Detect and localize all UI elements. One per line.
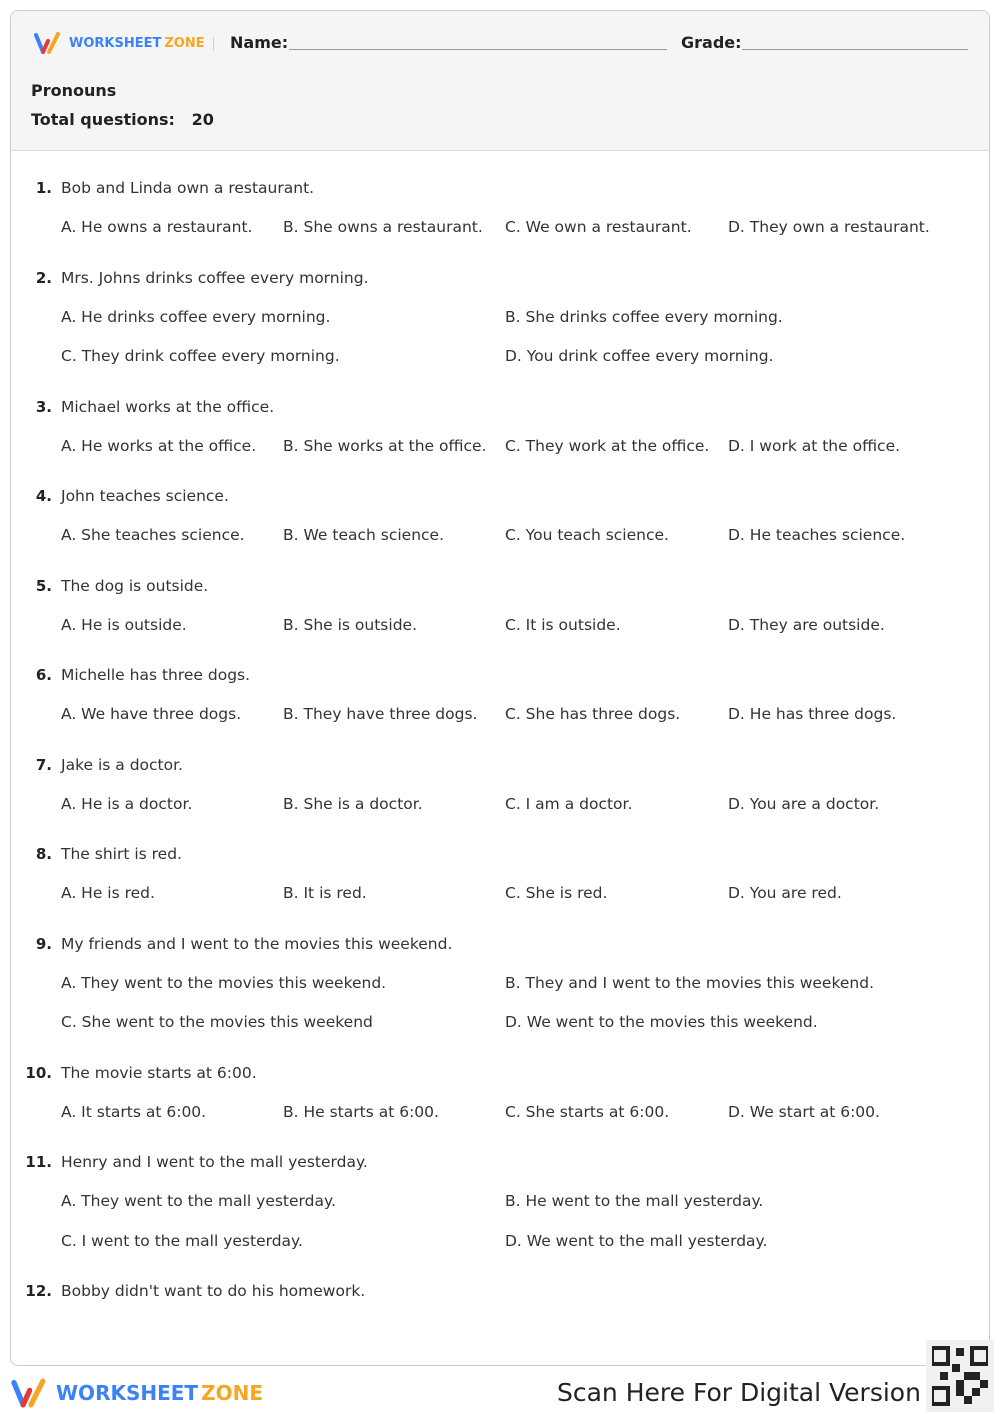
answer-option[interactable]: D. You drink coffee every morning.: [505, 347, 774, 365]
answer-option[interactable]: D. They are outside.: [728, 615, 885, 634]
footer-brand-zone: ZONE: [201, 1381, 263, 1405]
answer-option[interactable]: B. We teach science.: [283, 526, 445, 544]
answer-option[interactable]: A. We have three dogs.: [61, 705, 242, 723]
total-value: 20: [191, 110, 214, 129]
worksheet: [10, 10, 990, 1366]
scan-text: Scan Here For Digital Version: [557, 1378, 921, 1407]
question-number: 12.: [25, 1282, 52, 1300]
brand-zone: ZONE: [164, 35, 205, 51]
question-line: [11, 924, 989, 964]
question-text: John teaches science.: [61, 487, 229, 505]
question-number: 1.: [35, 179, 52, 197]
answer-option[interactable]: A. He is a doctor.: [61, 794, 193, 813]
answer-option[interactable]: C. I am a doctor.: [505, 794, 633, 813]
question-6: [11, 655, 989, 735]
question-3: [11, 387, 989, 467]
question-line: [11, 1053, 989, 1093]
logo-w-icon: [33, 31, 65, 55]
question-4: [11, 476, 989, 556]
answer-option[interactable]: B. She drinks coffee every morning.: [505, 307, 783, 326]
answer-option[interactable]: A. He is outside.: [61, 615, 187, 634]
question-number: 9.: [35, 934, 52, 953]
answer-option[interactable]: B. They and I went to the movies this weekend.: [505, 973, 875, 992]
question-7: [11, 745, 989, 825]
worksheet-header: [11, 11, 989, 151]
question-number: 6.: [35, 666, 52, 684]
answer-option[interactable]: A. He works at the office.: [61, 436, 257, 455]
question-line: [11, 258, 989, 298]
option-row: [11, 785, 989, 825]
answer-option[interactable]: D. You are red.: [728, 884, 842, 902]
question-number: 4.: [35, 487, 52, 505]
option-row: [11, 606, 989, 646]
option-row: [11, 1093, 989, 1133]
question-line: [11, 168, 989, 208]
question-number: 8.: [35, 845, 52, 863]
question-line: [11, 1142, 989, 1182]
answer-option[interactable]: B. She is outside.: [283, 615, 417, 634]
question-1: [11, 168, 989, 248]
divider: [213, 37, 214, 51]
answer-option[interactable]: D. I work at the office.: [728, 436, 901, 455]
answer-option[interactable]: B. She works at the office.: [283, 436, 487, 455]
answer-option[interactable]: B. She is a doctor.: [283, 794, 423, 813]
answer-option[interactable]: C. It is outside.: [505, 615, 621, 634]
question-12: [11, 1271, 989, 1311]
question-line: [11, 1271, 989, 1311]
answer-option[interactable]: B. He starts at 6:00.: [283, 1102, 439, 1121]
answer-option[interactable]: D. They own a restaurant.: [728, 218, 930, 236]
question-list: [11, 151, 989, 1311]
question-text: The dog is outside.: [61, 576, 209, 595]
question-text: The movie starts at 6:00.: [61, 1063, 257, 1082]
answer-option[interactable]: A. He owns a restaurant.: [61, 218, 253, 236]
answer-option[interactable]: B. He went to the mall yesterday.: [505, 1192, 764, 1210]
name-field[interactable]: [289, 49, 667, 50]
option-row: [11, 874, 989, 914]
option-row: [11, 298, 989, 338]
option-row: [11, 964, 989, 1004]
grade-field[interactable]: [742, 49, 968, 50]
answer-option[interactable]: B. It is red.: [283, 884, 367, 902]
worksheet-title: Pronouns: [31, 81, 117, 100]
answer-option[interactable]: D. We went to the mall yesterday.: [505, 1231, 768, 1250]
answer-option[interactable]: C. We own a restaurant.: [505, 218, 692, 236]
answer-option[interactable]: C. I went to the mall yesterday.: [61, 1231, 303, 1250]
question-number: 10.: [25, 1063, 52, 1082]
option-row: [11, 1222, 989, 1262]
question-number: 3.: [35, 397, 52, 416]
question-line: [11, 834, 989, 874]
question-number: 5.: [35, 576, 52, 595]
question-text: Henry and I went to the mall yesterday.: [61, 1153, 368, 1171]
question-text: Bobby didn't want to do his homework.: [61, 1282, 366, 1300]
question-text: The shirt is red.: [61, 845, 182, 863]
question-line: [11, 566, 989, 606]
brand-logo: [33, 31, 205, 55]
question-text: Bob and Linda own a restaurant.: [61, 179, 315, 197]
question-text: Michael works at the office.: [61, 397, 275, 416]
answer-option[interactable]: D. We start at 6:00.: [728, 1102, 880, 1121]
answer-option[interactable]: D. He teaches science.: [728, 526, 906, 544]
answer-option[interactable]: A. She teaches science.: [61, 526, 245, 544]
answer-option[interactable]: A. They went to the movies this weekend.: [61, 973, 387, 992]
question-5: [11, 566, 989, 646]
qr-code-icon[interactable]: [926, 1340, 994, 1412]
answer-option[interactable]: C. She is red.: [505, 884, 608, 902]
answer-option[interactable]: C. You teach science.: [505, 526, 669, 544]
question-text: Michelle has three dogs.: [61, 666, 251, 684]
answer-option[interactable]: D. We went to the movies this weekend.: [505, 1013, 818, 1031]
question-text: Mrs. Johns drinks coffee every morning.: [61, 268, 369, 287]
option-row: [11, 337, 989, 377]
question-number: 7.: [35, 755, 52, 774]
answer-option[interactable]: C. They drink coffee every morning.: [61, 347, 340, 365]
question-8: [11, 834, 989, 914]
answer-option[interactable]: A. He is red.: [61, 884, 155, 902]
answer-option[interactable]: B. She owns a restaurant.: [283, 218, 483, 236]
total-questions: [31, 110, 214, 129]
answer-option[interactable]: A. They went to the mall yesterday.: [61, 1192, 336, 1210]
question-text: Jake is a doctor.: [61, 755, 183, 774]
name-label: Name:: [230, 33, 289, 52]
question-line: [11, 476, 989, 516]
option-row: [11, 1182, 989, 1222]
question-line: [11, 655, 989, 695]
question-number: 11.: [25, 1153, 52, 1171]
answer-option[interactable]: A. It starts at 6:00.: [61, 1102, 207, 1121]
logo-w-icon: [10, 1377, 52, 1409]
answer-option[interactable]: D. You are a doctor.: [728, 794, 880, 813]
option-row: [11, 695, 989, 735]
footer-logo: [10, 1377, 263, 1409]
footer-brand-worksheet: WORKSHEET: [56, 1381, 199, 1405]
question-11: [11, 1142, 989, 1261]
answer-option[interactable]: C. They work at the office.: [505, 436, 710, 455]
brand-worksheet: WORKSHEET: [69, 35, 162, 51]
total-label: Total questions:: [31, 110, 175, 129]
question-2: [11, 258, 989, 377]
grade-label: Grade:: [681, 33, 742, 52]
question-9: [11, 924, 989, 1043]
option-row: [11, 427, 989, 467]
question-number: 2.: [35, 268, 52, 287]
answer-option[interactable]: C. She went to the movies this weekend: [61, 1013, 373, 1031]
answer-option[interactable]: C. She has three dogs.: [505, 705, 681, 723]
answer-option[interactable]: A. He drinks coffee every morning.: [61, 307, 331, 326]
answer-option[interactable]: B. They have three dogs.: [283, 705, 478, 723]
option-row: [11, 516, 989, 556]
option-row: [11, 1003, 989, 1043]
option-row: [11, 208, 989, 248]
answer-option[interactable]: C. She starts at 6:00.: [505, 1102, 670, 1121]
question-line: [11, 745, 989, 785]
question-line: [11, 387, 989, 427]
question-text: My friends and I went to the movies this weekend.: [61, 934, 453, 953]
answer-option[interactable]: D. He has three dogs.: [728, 705, 897, 723]
question-10: [11, 1053, 989, 1133]
